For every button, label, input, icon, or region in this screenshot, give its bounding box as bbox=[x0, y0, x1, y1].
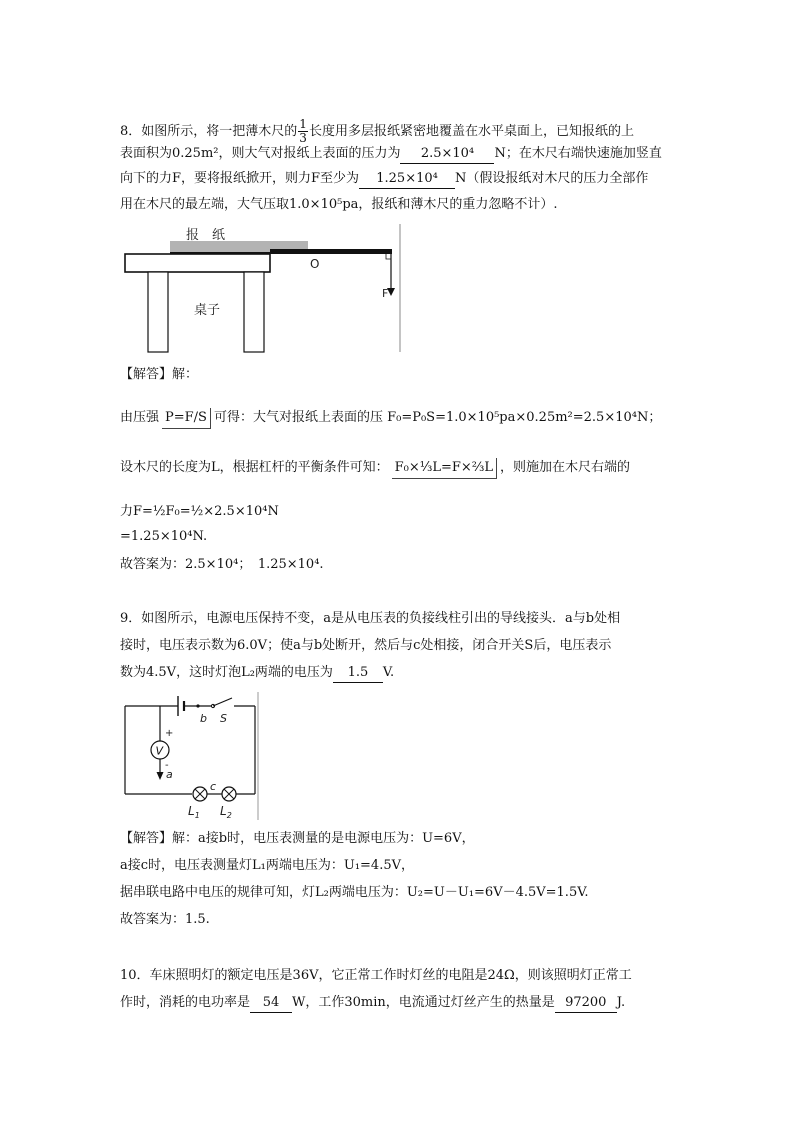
q9-answer: 1.5 bbox=[333, 664, 383, 683]
q10-text: W，工作30min，电流通过灯丝产生的热量是 bbox=[292, 995, 555, 1010]
q8-line-3 bbox=[120, 170, 648, 189]
sol8-line-3 bbox=[120, 503, 279, 521]
q10-answer-2: 97200 bbox=[555, 994, 617, 1013]
label-l2-sub: 2 bbox=[226, 811, 232, 820]
sol8-head: 【解答】解： bbox=[120, 367, 199, 382]
voltmeter-label: V bbox=[155, 744, 164, 758]
sol8-text: ，则施加在木尺右端的 bbox=[500, 460, 631, 475]
sol8-line-1 bbox=[120, 408, 661, 429]
label-l2-main: L bbox=[220, 804, 227, 818]
formula-text: ½F₀=½ bbox=[152, 504, 204, 519]
q8-text: 向下的力F，要将报纸掀开，则力F至少为 bbox=[120, 171, 360, 186]
sol9-line-3: 据串联电路中电压的规律可知，灯L₂两端电压为：U₂=U－U₁=6V－4.5V=1.5V. bbox=[120, 885, 589, 900]
q9-line-3 bbox=[120, 664, 394, 683]
q9-text: 数为4.5V，这时灯泡L₂两端的电压为 bbox=[120, 665, 333, 680]
q10-answer-1: 54 bbox=[250, 994, 292, 1013]
junction-b bbox=[196, 704, 199, 707]
fraction-denominator: 3 bbox=[299, 131, 307, 145]
sol9-line-2: a接c时，电压表测量灯L₁两端电压为：U₁=4.5V， bbox=[120, 858, 414, 873]
sol8-line-5: 故答案为：2.5×10⁴； 1.25×10⁴. bbox=[120, 557, 324, 572]
q8-line-4: 用在木尺的最左端，大气压取1.0×10⁵pa，报纸和薄木尺的重力忽略不计）. bbox=[120, 197, 558, 212]
q8-text: 表面积为0.25m²，则大气对报纸上表面的压力为 bbox=[120, 146, 401, 161]
q10-line-2 bbox=[120, 994, 625, 1013]
pivot-label: O bbox=[310, 257, 320, 271]
label-l2 bbox=[220, 804, 232, 820]
q9-text: V. bbox=[382, 665, 395, 680]
label-l1-main: L bbox=[188, 804, 195, 818]
ruler-under-paper bbox=[170, 252, 308, 254]
sol8-text: 设木尺的长度为L，根据杠杆的平衡条件可知： bbox=[120, 460, 389, 475]
table-leg-right bbox=[244, 272, 264, 352]
label-plus: + bbox=[165, 728, 174, 739]
q10-text: 作时，消耗的电功率是 bbox=[120, 995, 251, 1010]
q8-text: 如图所示，将一把薄木尺的 bbox=[141, 124, 298, 139]
circuit-figure bbox=[120, 690, 262, 822]
q10-line-1: 10．车床照明灯的额定电压是36V，它正常工作时灯丝的电阻是24Ω，则该照明灯正常工 bbox=[120, 968, 632, 983]
newspaper-label: 报 纸 bbox=[186, 228, 226, 243]
lever-formula bbox=[392, 458, 497, 479]
switch-blade-icon bbox=[213, 698, 232, 706]
sol9-line-4: 故答案为：1.5. bbox=[120, 912, 210, 927]
table-leg-left bbox=[148, 272, 168, 352]
q10-text: J. bbox=[616, 995, 626, 1010]
sol8-line-4: =1.25×10⁴N. bbox=[120, 529, 208, 544]
table-top bbox=[125, 254, 270, 272]
sol9-line-1: 【解答】解：a接b时，电压表测量的是电源电压为：U=6V， bbox=[120, 831, 475, 846]
pressure-formula bbox=[162, 408, 211, 429]
sol8-text: 可得：大气对报纸上表面的压 F₀=P₀S=1.0×10⁵pa×0.25m²=2.5×10⁴N； bbox=[213, 410, 662, 425]
label-l1-sub: 1 bbox=[194, 811, 200, 820]
sol8-text: 力F= bbox=[120, 504, 153, 519]
q9-line-1: 9．如图所示，电源电压保持不变，a是从电压表的负接线柱引出的导线接头．a与b处相 bbox=[120, 611, 621, 626]
table-ruler-figure bbox=[120, 224, 402, 354]
q8-line-1 bbox=[120, 118, 634, 145]
q8-text: N（假设报纸对木尺的压力全部作 bbox=[455, 171, 649, 186]
sol8-text: ×2.5×10⁴N bbox=[203, 504, 279, 519]
fraction-one-third bbox=[298, 118, 308, 145]
formula-text: F₀×⅓L=F×⅔L bbox=[394, 460, 494, 475]
q9-line-2: 接时，电压表示数为6.0V；使a与b处断开，然后与c处相接，闭合开关S后，电压表示 bbox=[120, 638, 612, 653]
label-c: c bbox=[210, 780, 217, 793]
label-b: b bbox=[200, 712, 207, 725]
sol8-line-2 bbox=[120, 458, 630, 479]
fraction-numerator: 1 bbox=[299, 117, 307, 131]
q8-text: 长度用多层报纸紧密地覆盖在水平桌面上，已知报纸的上 bbox=[308, 124, 634, 139]
label-s: S bbox=[220, 712, 227, 725]
q8-answer-1: 2.5×10⁴ bbox=[400, 145, 494, 164]
label-a: a bbox=[166, 768, 173, 781]
formula-text: P=F/S bbox=[165, 410, 207, 425]
q8-answer-2: 1.25×10⁴ bbox=[359, 170, 455, 189]
probe-arrowhead-icon bbox=[157, 772, 164, 780]
q8-line-2 bbox=[120, 145, 662, 164]
force-label: F bbox=[382, 287, 389, 300]
q8-text: N；在木尺右端快速施加竖直 bbox=[494, 146, 662, 161]
table-label: 桌子 bbox=[194, 303, 221, 318]
q8-number: 8． bbox=[120, 124, 142, 139]
sol8-text: 由压强 bbox=[120, 410, 160, 425]
label-minus: - bbox=[165, 760, 169, 771]
right-angle-mark bbox=[386, 254, 391, 259]
label-l1 bbox=[188, 804, 200, 820]
